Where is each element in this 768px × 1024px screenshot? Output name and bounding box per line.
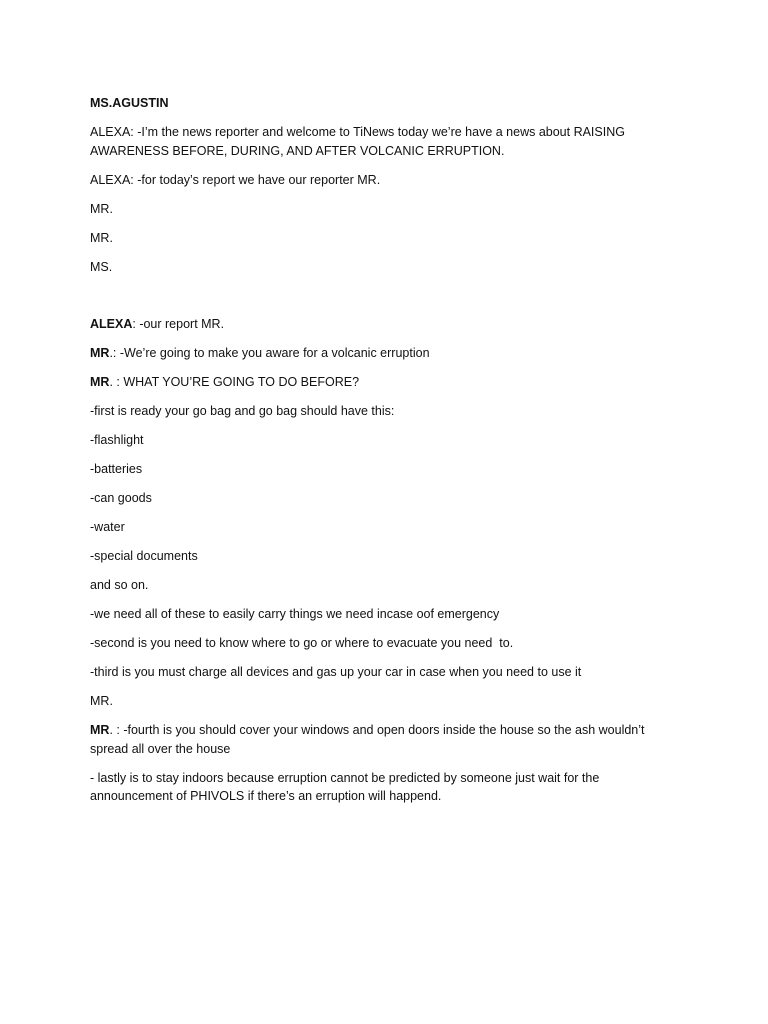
list-item-water	[90, 518, 670, 537]
paragraph-text: -can goods	[90, 491, 152, 505]
paragraph-3	[90, 200, 670, 219]
document-page	[90, 94, 670, 816]
paragraph-2	[90, 171, 670, 190]
list-item-batteries	[90, 460, 670, 479]
list-item-special-documents	[90, 547, 670, 566]
paragraph-text: ALEXA: -for today’s report we have our reporter MR.	[90, 172, 381, 187]
paragraph-text: -first is ready your go bag and go bag should have this:	[90, 404, 395, 418]
list-item-can-goods	[90, 489, 670, 508]
paragraph-19	[90, 692, 670, 711]
paragraph-text: -third is you must charge all devices and gas up your car in case when you need to use it	[90, 665, 582, 679]
paragraph-1	[90, 123, 670, 160]
paragraph-text: . : -fourth is you should cover your windows and open doors inside the house so the ash wouldn’t spread all over the house	[90, 723, 648, 756]
paragraph-text: -we need all of these to easily carry things we need incase oof emergency	[90, 607, 500, 621]
paragraph-text: : -our report MR.	[132, 317, 225, 331]
paragraph-text: -batteries	[90, 462, 143, 476]
paragraph-text: -special documents	[90, 549, 198, 563]
paragraph-21	[90, 769, 670, 806]
speaker-name: MR	[90, 723, 110, 737]
paragraph-text: . : WHAT YOU’RE GOING TO DO BEFORE?	[109, 375, 360, 389]
document-heading: MS.AGUSTIN	[90, 96, 169, 110]
paragraph-7	[90, 344, 670, 363]
paragraph-text: MS.	[90, 259, 113, 274]
paragraph-text: MR.	[90, 230, 113, 245]
paragraph-9	[90, 402, 670, 421]
paragraph-text: -water	[90, 520, 125, 534]
paragraph-4	[90, 229, 670, 248]
paragraph-text: -second is you need to know where to go or where to evacuate you need to.	[90, 636, 514, 650]
speaker-name: MR	[90, 346, 110, 360]
paragraph-text: - lastly is to stay indoors because erruption cannot be predicted by someone just wait for the announcement of PHIVOLS if there’s an erruption will happend.	[90, 770, 603, 803]
paragraph-20	[90, 721, 670, 758]
paragraph-text: .: -We’re going to make you aware for a volcanic erruption	[109, 346, 430, 360]
paragraph-text: ALEXA: -I’m the news reporter and welcome to TiNews today we’re have a news about RAISING AWARENESS BEFORE, DURING, AND AFTER VOLCANIC ERRUPTION.	[90, 125, 628, 158]
paragraph-15	[90, 576, 670, 595]
list-item-flashlight	[90, 431, 670, 450]
paragraph-text: MR.	[90, 694, 113, 708]
speaker-name: ALEXA	[90, 317, 133, 331]
paragraph-17	[90, 634, 670, 653]
paragraph-5	[90, 258, 670, 277]
paragraph-6	[90, 315, 670, 334]
paragraph-text: and so on.	[90, 578, 149, 592]
paragraph-text: -flashlight	[90, 433, 144, 447]
paragraph-text: MR.	[90, 201, 113, 216]
paragraph-8	[90, 373, 670, 392]
paragraph-16	[90, 605, 670, 624]
speaker-name: MR	[90, 375, 110, 389]
paragraph-18	[90, 663, 670, 682]
